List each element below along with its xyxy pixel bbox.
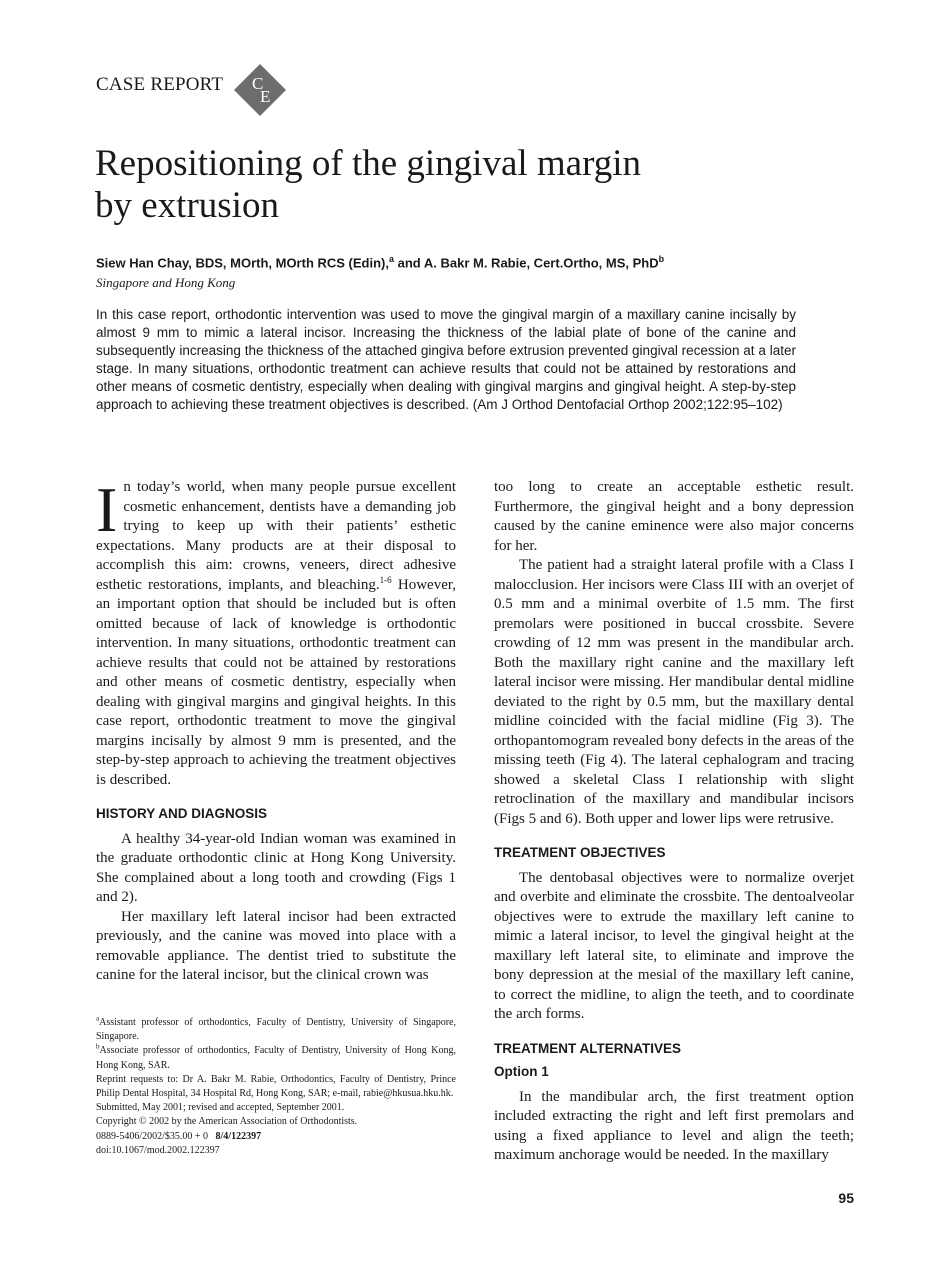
- right-column: [494, 478, 854, 1166]
- history-heading: HISTORY AND DIAGNOSIS: [96, 806, 268, 821]
- intro-reference: 1-6: [379, 574, 392, 585]
- authors-line: [96, 254, 856, 270]
- title-line-2: by extrusion: [95, 185, 279, 226]
- issn: 0889-5406/2002/$35.00 + 0: [96, 1130, 209, 1142]
- ce-logo-icon: [232, 62, 288, 118]
- footnote-a-mark: a: [96, 1014, 100, 1023]
- footnote-b-mark: b: [96, 1043, 100, 1052]
- author-1-mark: a: [389, 254, 395, 264]
- reprint-requests: Reprint requests to: Dr A. Bakr M. Rabie, Orthodontics, Faculty of Dentistry, Prince Philip Dental Hospital, 34 Hospital Rd, Hong Kong, SAR; e-mail, rabie@hkusua.hku.hk.: [96, 1073, 456, 1100]
- history-paragraph-1: A healthy 34-year-old Indian woman was examined in the graduate orthodontic clinic at Hong Kong University. She complained about a long tooth and crowding (Figs 1 and 2).: [96, 830, 456, 905]
- intro-text-1: n today’s world, when many people pursue excellent cosmetic enhancement, dentists have a demanding job trying to keep up with their patients’ esthetic expectations. Many products are at their disposal to accomplish this aim: crowns, veneers, direct adhesive esthetic restorations, implants, and bleaching.: [96, 479, 456, 593]
- objectives-heading: TREATMENT OBJECTIVES: [494, 845, 666, 860]
- author-2-mark: b: [658, 254, 665, 264]
- intro-text-2: However, an important option that should be included but is often omitted because of lack of knowledge is orthodontic intervention. In many situations, orthodontic treatment can achieve results that could not be attained by restorations and other means of cosmetic dentistry, especially when dealing with gingival margins and gingival heights. In this case report, orthodontic treatment to move the gingival margins incisally by almost 9 mm is presented, and the step-by-step approach to achieving the treatment objectives is described.: [96, 576, 457, 788]
- intro-paragraph: [96, 474, 457, 790]
- submission-dates: Submitted, May 2001; revised and accepted, September 2001.: [96, 1102, 345, 1114]
- doi: doi:10.1067/mod.2002.122397: [96, 1144, 220, 1156]
- logo-letter-e: E: [260, 87, 271, 106]
- copyright-notice: Copyright © 2002 by the American Association of Orthodontists.: [96, 1116, 358, 1128]
- objectives-paragraph: The dentobasal objectives were to normalize overjet and overbite and eliminate the crossbite. The dentoalveolar objectives were to extrude the maxillary left canine to mimic a lateral incisor, to level the gingival height at the maxillary left lateral site, to eliminate and improve the bony depression at the mesial of the maxillary left canine, to correct the midline, to align the teeth, and to coordinate the arch forms.: [494, 869, 854, 1022]
- option-1-heading: Option 1: [494, 1064, 549, 1079]
- footnote-b: [96, 1044, 456, 1072]
- history-paragraph-2-continued: too long to create an acceptable esthetic result. Furthermore, the gingival height and a bony depression caused by the canine eminence were also major concerns for her.: [494, 479, 854, 554]
- alternatives-heading: TREATMENT ALTERNATIVES: [494, 1040, 681, 1056]
- footnote-a: [96, 1016, 456, 1044]
- author-2: A. Bakr M. Rabie, Cert.Ortho, MS, PhD: [423, 255, 659, 271]
- option-1-paragraph: In the mandibular arch, the first treatment option included extracting the right and left first premolars and using a fixed appliance to level and align the teeth; maximum anchorage would be needed. In the maxillary: [494, 1088, 854, 1163]
- left-column: [96, 474, 457, 986]
- issn-line: [96, 1130, 456, 1144]
- drop-cap: I: [96, 474, 118, 545]
- author-1: Siew Han Chay, BDS, MOrth, MOrth RCS (Edin),: [96, 255, 389, 271]
- title-line-1: Repositioning of the gingival margin: [95, 143, 642, 184]
- footnotes: [96, 1016, 456, 1158]
- section-label: CASE REPORT: [96, 74, 224, 95]
- article-title: [95, 143, 815, 227]
- footnote-a-text: Assistant professor of orthodontics, Faculty of Dentistry, University of Singapore, Singapore.: [96, 1017, 456, 1043]
- history-paragraph-2: Her maxillary left lateral incisor had been extracted previously, and the canine was moved into place with a removable appliance. The dentist tried to substitute the canine for the lateral incisor, but the clinical crown was: [96, 908, 456, 983]
- article-code: 8/4/122397: [215, 1130, 262, 1142]
- author-location: Singapore and Hong Kong: [96, 275, 236, 290]
- history-paragraph-3: The patient had a straight lateral profile with a Class I malocclusion. Her incisors were Class III with an overjet of 0.5 mm and a minimal overbite of 1.5 mm. The first premolars were positioned in buccal crossbite. Severe crowding of 12 mm was present in the mandibular arch. Both the maxillary right canine and the maxillary left lateral incisor were missing. Her mandibular dental midline deviated to the right by 0.5 mm, but the maxillary dental midline coincided with the facial midline (Fig 3). The orthopantomogram revealed bony defects in the areas of the missing teeth (Fig 4). The lateral cephalogram and tracing showed a skeletal Class I relationship with slight retroclination of the maxillary and mandibular incisors (Figs 5 and 6). Both upper and lower lips were retrusive.: [494, 557, 854, 827]
- abstract: In this case report, orthodontic intervention was used to move the gingival margin of a maxillary canine incisally by almost 9 mm to mimic a lateral incisor. Increasing the thickness of the labial plate of bone of the canine and subsequently increasing the thickness of the attached gingiva before extrusion prevented gingival recession at a later stage. In many situations, orthodontic treatment can achieve results that could not be attained by restorations and other means of cosmetic dentistry, especially when dealing with gingival margins and gingival height. A step-by-step approach to achieving these treatment objectives is described. (Am J Orthod Dentofacial Orthop 2002;122:95–102): [96, 307, 796, 412]
- footnote-b-text: Associate professor of orthodontics, Faculty of Dentistry, University of Hong Kong, Hong Kong, SAR.: [96, 1045, 456, 1071]
- logo-letter-c: C: [252, 74, 264, 93]
- page-number: 95: [838, 1190, 854, 1206]
- author-conjunction: and: [394, 255, 424, 271]
